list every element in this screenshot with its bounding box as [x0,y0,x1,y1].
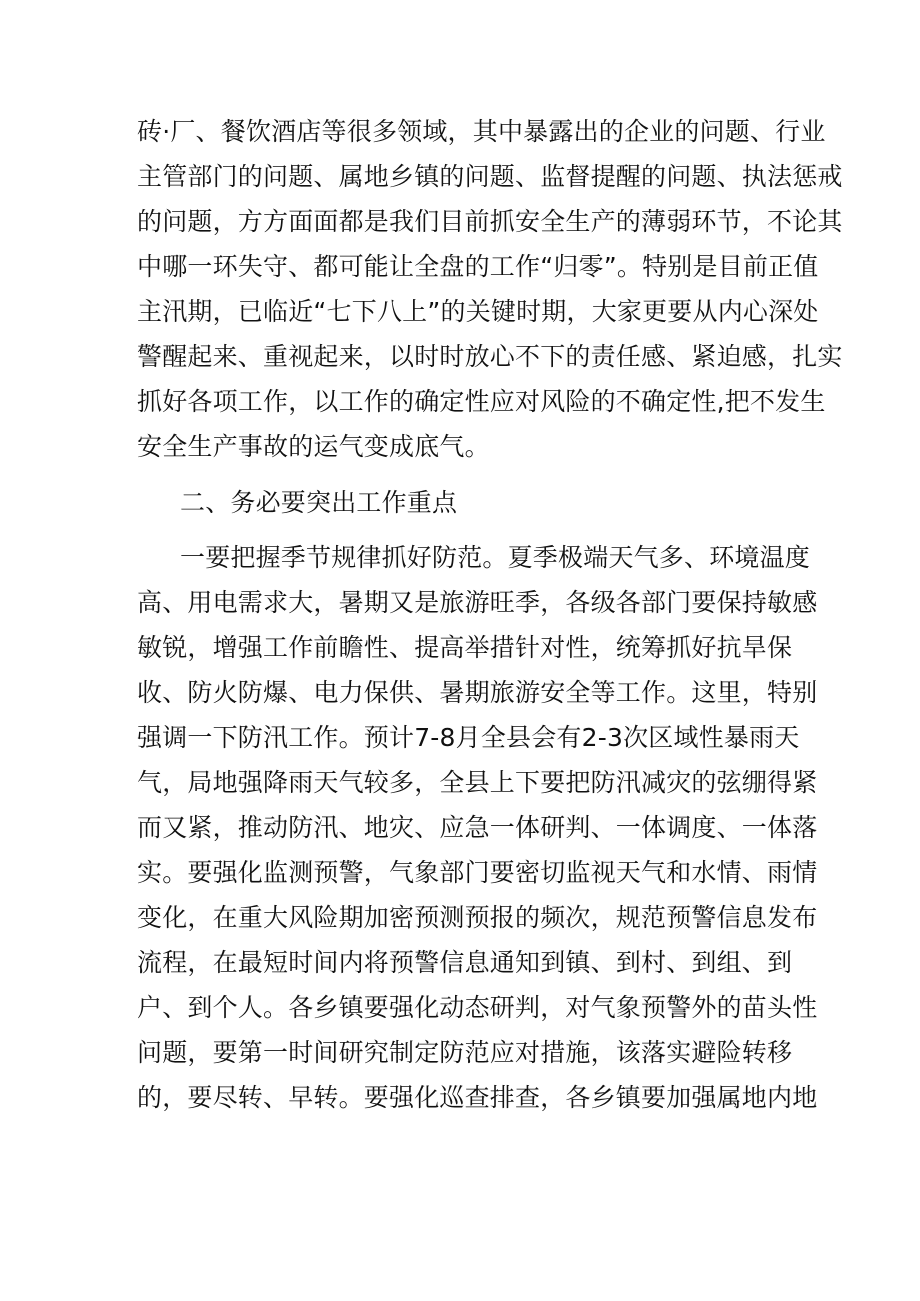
text-line: 敏锐，增强工作前瞻性、提高举措针对性，统筹抓好抗旱保 [137,633,793,662]
text-line: 流程，在最短时间内将预警信息通知到镇、到村、到组、到 [137,948,793,977]
text-line: 高、用电需求大，暑期又是旅游旺季，各级各部门要保持敏感 [137,588,818,617]
text-line: 的，要尽转、早转。要强化巡查排查，各乡镇要加强属地内地 [137,1083,818,1112]
text-line: 强调一下防汛工作。预计7-8月全县会有2-3次区域性暴雨天 [137,723,800,752]
text-line: 主汛期，已临近“七下八上”的关键时期，大家更要从内心深处 [137,297,819,326]
text-line: 主管部门的问题、属地乡镇的问题、监督提醒的问题、执法惩戒 [137,162,843,191]
text-line: 问题，要第一时间研究制定防范应对措施，该落实避险转移 [137,1038,793,1067]
text-line: 中哪一环失守、都可能让全盘的工作“归零”。特别是目前正值 [137,252,819,281]
text-line: 抓好各项工作，以工作的确定性应对风险的不确定性,把不发生 [137,387,826,416]
section-heading: 二、务必要突出工作重点 [180,488,458,517]
text-line: 警醒起来、重视起来，以时时放心不下的责任感、紧迫感，扎实 [137,342,843,371]
text-line: 气，局地强降雨天气较多，全县上下要把防汛减灾的弦绷得紧 [137,768,818,797]
text-line: 收、防火防爆、电力保供、暑期旅游安全等工作。这里，特别 [137,678,818,707]
text-line: 变化，在重大风险期加密预测预报的频次，规范预警信息发布 [137,903,818,932]
text-line: 安全生产事故的运气变成底气。 [137,432,490,461]
text-line: 实。要强化监测预警，气象部门要密切监视天气和水情、雨情 [137,858,818,887]
paragraph-first-line: 一要把握季节规律抓好防范。夏季极端天气多、环境温度 [180,543,811,572]
text-line: 的问题，方方面面都是我们目前抓安全生产的薄弱环节，不论其 [137,207,843,236]
text-line: 砖·厂、餐饮酒店等很多领域，其中暴露出的企业的问题、行业 [137,117,826,146]
text-line: 户、到个人。各乡镇要强化动态研判，对气象预警外的苗头性 [137,993,818,1022]
text-line: 而又紧，推动防汛、地灾、应急一体研判、一体调度、一体落 [137,813,818,842]
